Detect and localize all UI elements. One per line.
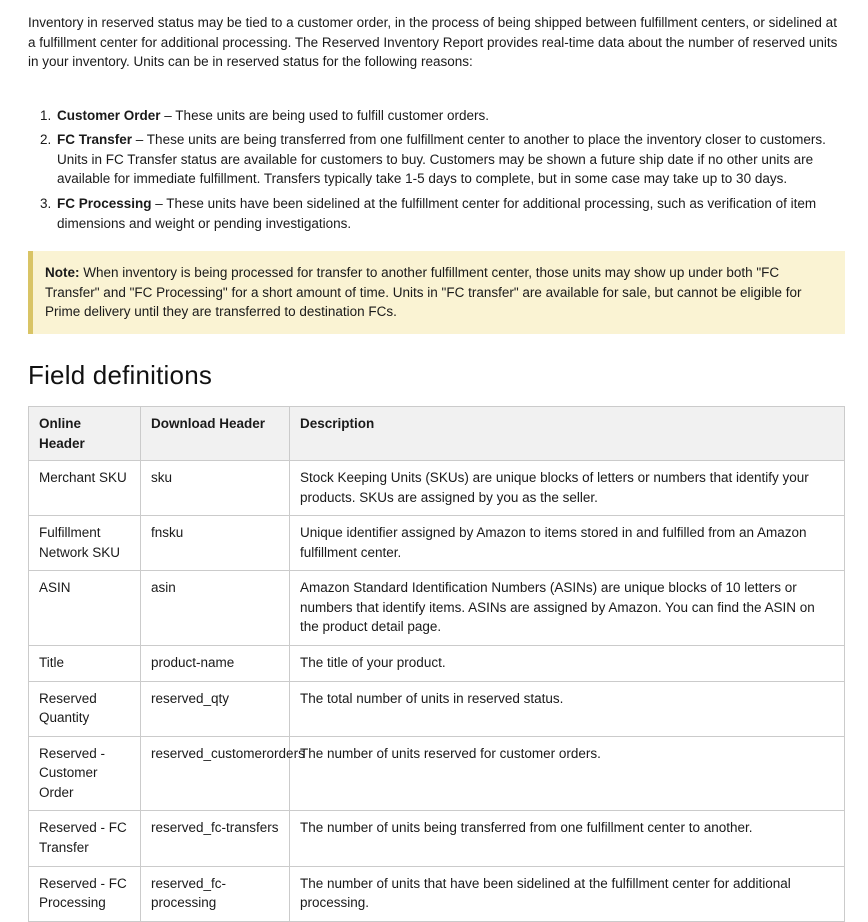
table-row [29, 516, 845, 571]
table-row [29, 571, 845, 646]
note-label: Note: [45, 265, 80, 281]
online-header-cell: Reserved - Customer Order [29, 736, 141, 811]
table-header-row [29, 406, 845, 460]
reason-term: Customer Order [57, 107, 161, 123]
download-header-cell: fnsku [141, 516, 290, 571]
description-cell: The number of units being transferred from one fulfillment center to another. [290, 811, 845, 866]
note-text: When inventory is being processed for transfer to another fulfillment center, those units may show up under both "FC Transfer" and "FC Processing" for a short amount of time. Units in "FC transfer" are available for sale, but cannot be eligible for Prime delivery until they are transferred to destination FCs. [45, 265, 802, 320]
list-item-customer-order [55, 106, 845, 126]
download-header-cell: product-name [141, 646, 290, 682]
online-header-cell: Reserved - FC Transfer [29, 811, 141, 866]
description-cell: The title of your product. [290, 646, 845, 682]
online-header-cell: Reserved Quantity [29, 681, 141, 736]
download-header-cell: reserved_fc-processing [141, 866, 290, 921]
note-callout [28, 251, 845, 334]
column-header-description: Description [290, 406, 845, 460]
description-cell: The total number of units in reserved status. [290, 681, 845, 736]
description-cell: Stock Keeping Units (SKUs) are unique blocks of letters or numbers that identify your products. SKUs are assigned by you as the seller. [290, 461, 845, 516]
table-row [29, 736, 845, 811]
download-header-cell: reserved_fc-transfers [141, 811, 290, 866]
description-cell: The number of units that have been sidelined at the fulfillment center for additional processing. [290, 866, 845, 921]
intro-paragraph: Inventory in reserved status may be tied to a customer order, in the process of being shipped between fulfillment centers, or sidelined at a fulfillment center for additional processing. The Reserved Inventory Report provides real-time data about the number of reserved units in your inventory. Units can be in reserved status for the following reasons: [28, 15, 838, 70]
table-row [29, 811, 845, 866]
table-row [29, 866, 845, 921]
download-header-cell: reserved_customerorders [141, 736, 290, 811]
download-header-cell: asin [141, 571, 290, 646]
description-cell: Unique identifier assigned by Amazon to items stored in and fulfilled from an Amazon fulfillment center. [290, 516, 845, 571]
column-header-online: Online Header [29, 406, 141, 460]
online-header-cell: Title [29, 646, 141, 682]
online-header-cell: Fulfillment Network SKU [29, 516, 141, 571]
table-row [29, 461, 845, 516]
table-row [29, 681, 845, 736]
download-header-cell: sku [141, 461, 290, 516]
online-header-cell: ASIN [29, 571, 141, 646]
reason-term: FC Transfer [57, 132, 133, 148]
column-header-download: Download Header [141, 406, 290, 460]
section-title-field-definitions: Field definitions [28, 359, 213, 390]
description-cell: The number of units reserved for customer orders. [290, 736, 845, 811]
download-header-cell: reserved_qty [141, 681, 290, 736]
reserved-reasons-list [28, 106, 845, 233]
list-item-fc-processing [55, 194, 845, 233]
table-row [29, 646, 845, 682]
reason-text: – These units have been sidelined at the fulfillment center for additional processing, such as verification of item dimensions and weight or pending investigations. [57, 195, 817, 231]
reason-term: FC Processing [57, 195, 152, 211]
online-header-cell: Merchant SKU [29, 461, 141, 516]
online-header-cell: Reserved - FC Processing [29, 866, 141, 921]
description-cell: Amazon Standard Identification Numbers (ASINs) are unique blocks of 10 letters or numbers that identify items. ASINs are assigned by Amazon. You can find the ASIN on the product detail page. [290, 571, 845, 646]
table-header [29, 406, 845, 460]
reason-text: – These units are being transferred from one fulfillment center to another to place the inventory closer to customers. Units in FC Transfer status are available for customers to buy. Customers may be shown a future ship date if no other units are available for immediate fulfillment. Transfers typically take 1-5 days to complete, but in some case may take up to 30 days. [57, 132, 826, 187]
reason-text: – These units are being used to fulfill customer orders. [164, 107, 489, 123]
table-body [29, 461, 845, 922]
field-definitions-table [28, 406, 845, 922]
list-item-fc-transfer [55, 130, 845, 189]
